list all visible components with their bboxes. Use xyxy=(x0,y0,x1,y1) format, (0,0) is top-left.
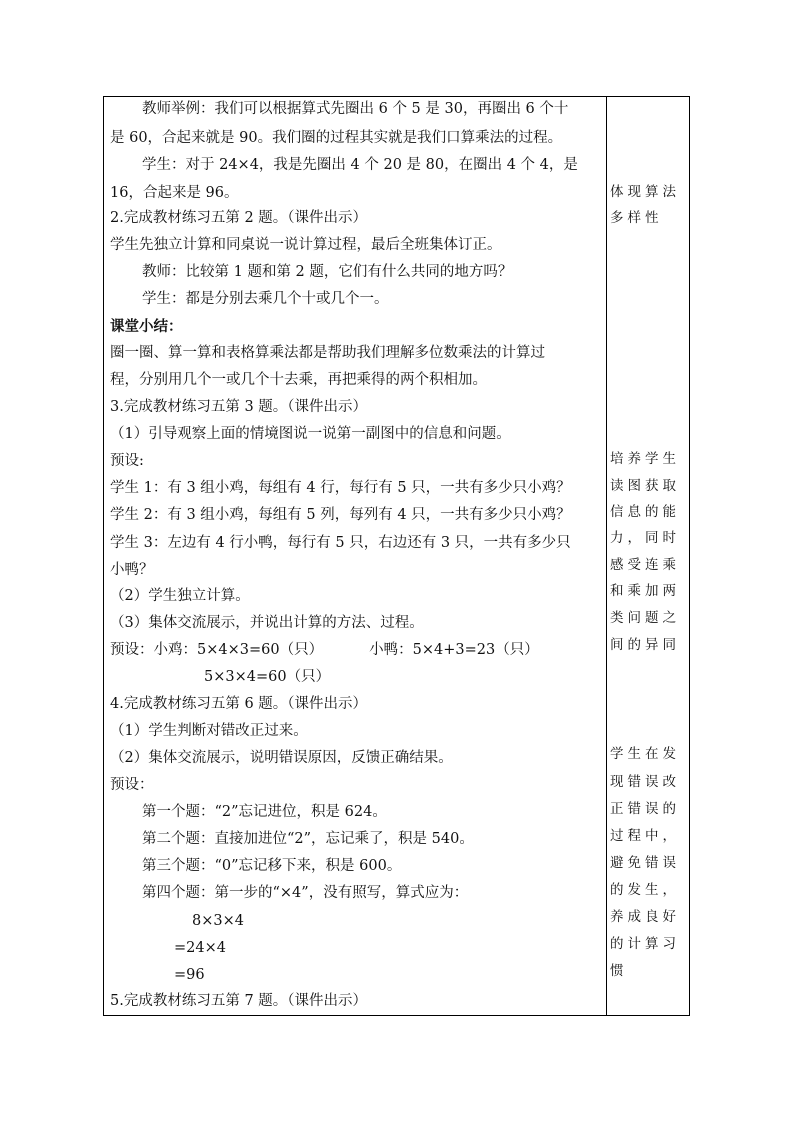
equation-line: =96 xyxy=(174,967,205,983)
text-line: 预设： xyxy=(110,777,154,793)
lesson-table xyxy=(103,96,690,1016)
text-line: 预设: xyxy=(110,453,144,469)
text-line: 5×3×4=60（只） xyxy=(204,669,331,685)
note-line: 惯 xyxy=(610,963,628,979)
text-line: 学生 1：有 3 组小鸡，每组有 4 行，每行有 5 只，一共有多少只小鸡？ xyxy=(110,480,571,496)
note-line: 和乘加两 xyxy=(610,583,680,599)
text-line: 学生先独立计算和同桌说一说计算过程，最后全班集体订正。 xyxy=(110,237,502,253)
note-line: 的发生， xyxy=(610,882,680,898)
equation-line: =24×4 xyxy=(174,940,226,956)
column-divider xyxy=(606,97,607,1015)
note-line: 养成良好 xyxy=(610,909,680,925)
text-line: 小鸭？ xyxy=(110,562,154,578)
text-line: 第二个题：直接加进位“2”，忘记乘了，积是 540。 xyxy=(142,831,474,847)
text-line: 学生 3：左边有 4 行小鸭，每行有 5 只，右边还有 3 只，一共有多少只 xyxy=(110,535,571,551)
text-line: （2）学生独立计算。 xyxy=(110,588,250,604)
text-line: 程，分别用几个一或几个十去乘，再把乘得的两个积相加。 xyxy=(110,372,487,388)
text-line: 学生 2：有 3 组小鸡，每组有 5 列，每列有 4 只，一共有多少只小鸡？ xyxy=(110,507,571,523)
text-line: （1）引导观察上面的情境图说一说第一副图中的信息和问题。 xyxy=(110,426,511,442)
note-line: 的计算习 xyxy=(610,936,680,952)
note-line: 读图获取 xyxy=(610,478,680,494)
text-line: 学生：都是分别去乘几个十或几个一。 xyxy=(142,291,389,307)
note-line: 正错误的 xyxy=(610,801,680,817)
note-line: 类问题之 xyxy=(610,610,680,626)
text-line: （3）集体交流展示，并说出计算的方法、过程。 xyxy=(110,615,424,631)
note-line: 信息的能 xyxy=(610,504,680,520)
text-line: 圈一圈、算一算和表格算乘法都是帮助我们理解多位数乘法的计算过 xyxy=(110,345,545,361)
text-line: 2.完成教材练习五第 2 题。（课件出示） xyxy=(110,210,368,226)
text-line: 第三个题：“0”忘记移下来，积是 600。 xyxy=(142,858,402,874)
text-line: 4.完成教材练习五第 6 题。（课件出示） xyxy=(110,696,368,712)
note-line: 现错误改 xyxy=(610,774,680,790)
text-line: 第四个题：第一步的“×4”，没有照写，算式应为： xyxy=(142,885,469,901)
section-heading: 课堂小结： xyxy=(110,318,183,335)
text-line: 教师：比较第 1 题和第 2 题，它们有什么共同的地方吗？ xyxy=(142,264,513,280)
note-line: 力，同时 xyxy=(610,530,680,546)
text-line: （1）学生判断对错改正过来。 xyxy=(110,723,308,739)
note-line: 培养学生 xyxy=(610,451,680,467)
note-line: 体现算法 xyxy=(610,184,680,200)
text-line: 是 60，合起来就是 90。我们圈的过程其实就是我们口算乘法的过程。 xyxy=(110,130,563,146)
text-line: 学生：对于 24×4，我是先圈出 4 个 20 是 80，在圈出 4 个 4，是 xyxy=(142,157,578,173)
note-line: 避免错误 xyxy=(610,855,680,871)
note-line: 间的异同 xyxy=(610,637,680,653)
note-line: 感受连乘 xyxy=(610,557,680,573)
note-line: 学生在发 xyxy=(610,746,680,762)
note-line: 多样性 xyxy=(610,210,663,226)
note-line: 过程中， xyxy=(610,828,680,844)
text-line: 第一个题：“2”忘记进位，积是 624。 xyxy=(142,804,387,820)
equation-line: 8×3×4 xyxy=(192,913,244,929)
text-line: 预设：小鸡：5×4×3=60（只） 小鸭：5×4+3=23（只） xyxy=(110,642,539,658)
text-line: （2）集体交流展示，说明错误原因，反馈正确结果。 xyxy=(110,750,453,766)
text-line: 3.完成教材练习五第 3 题。（课件出示） xyxy=(110,399,368,415)
text-line: 教师举例：我们可以根据算式先圈出 6 个 5 是 30，再圈出 6 个十 xyxy=(142,101,569,117)
text-line: 16，合起来是 96。 xyxy=(110,185,239,201)
text-line: 5.完成教材练习五第 7 题。（课件出示） xyxy=(110,993,368,1009)
